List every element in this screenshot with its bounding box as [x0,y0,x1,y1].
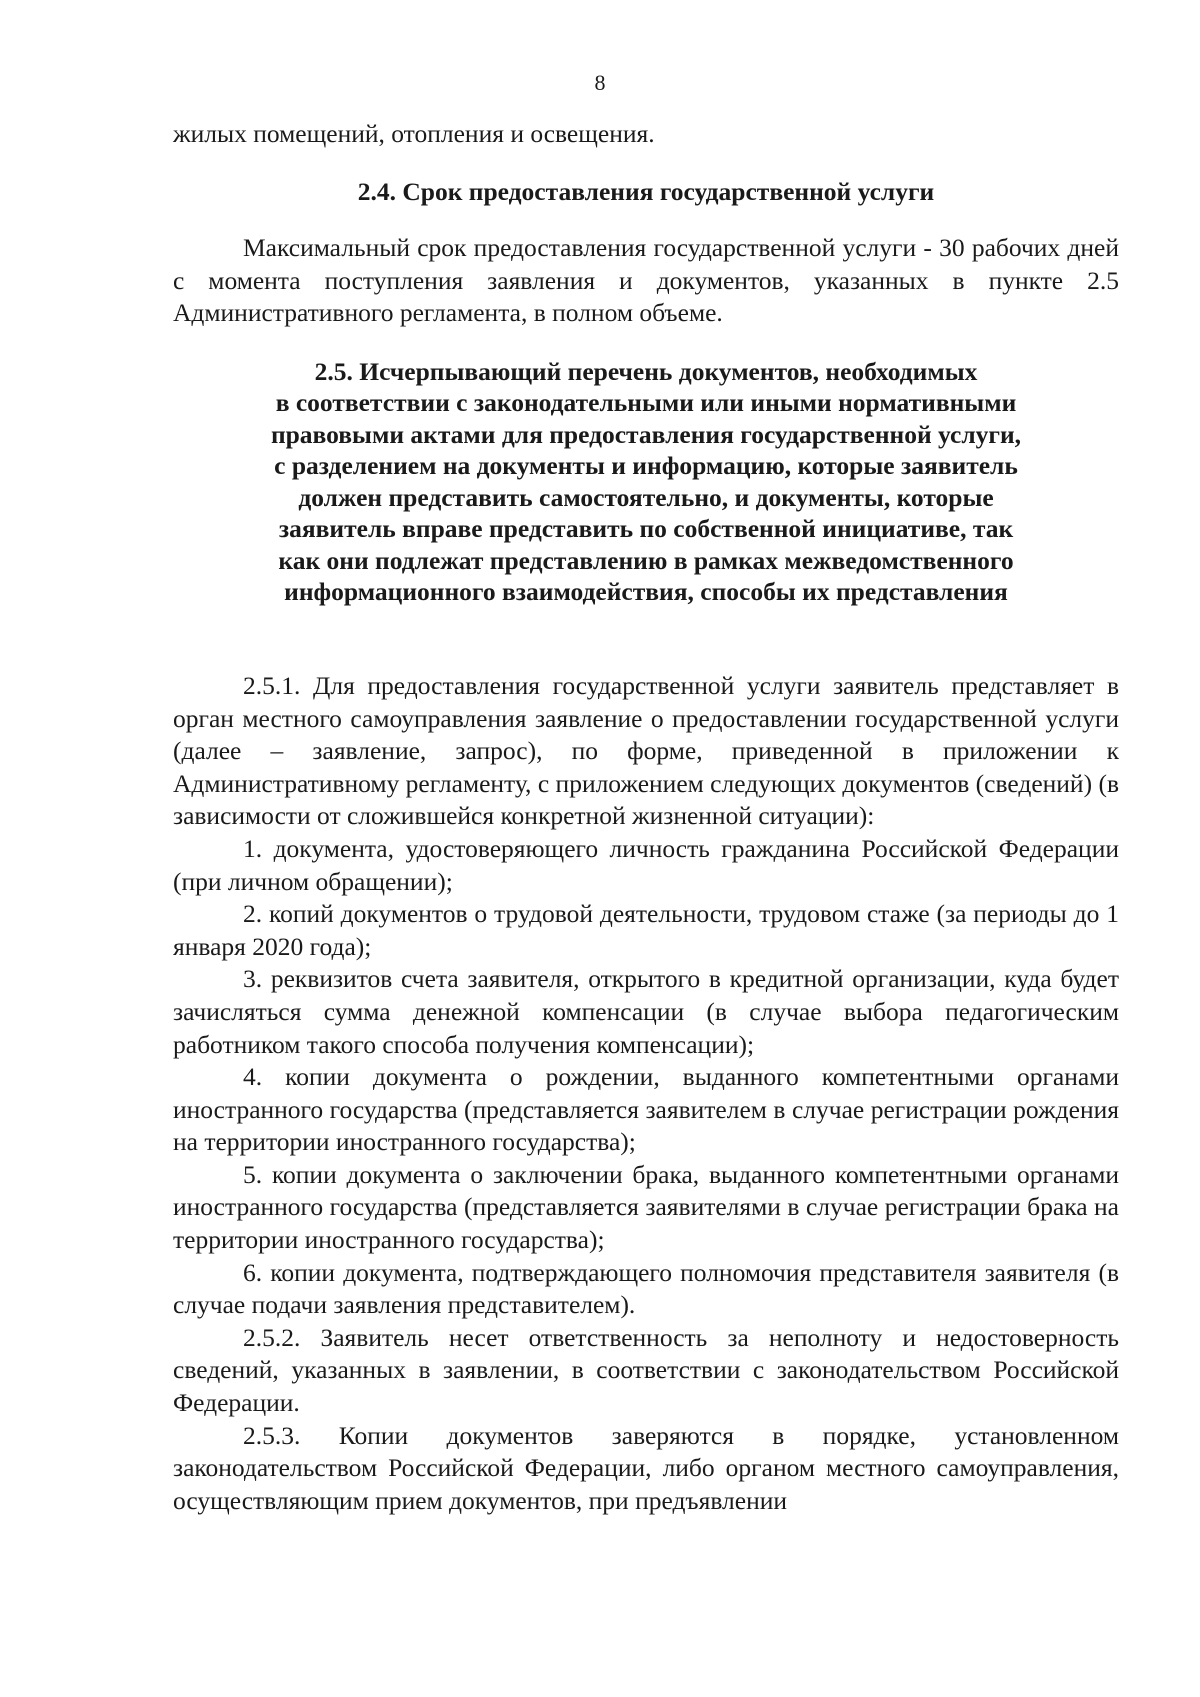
paragraph-2-5-3: 2.5.3. Копии документов заверяются в порядке, установленном законодательством Российской Федерации, либо органом местного самоуправления, осуществляющим прием документов, при предъявлении [173,1420,1119,1515]
section-2-5-heading-line: как они подлежат представлению в рамках межведомственного [278,545,1014,575]
continuation-text: жилых помещений, отопления и освещения. [173,119,655,148]
list-item: 2. копий документов о трудовой деятельности, трудовом стаже (за периоды до 1 января 2020 года); [173,899,1119,961]
list-item: 5. копии документа о заключении брака, выданного компетентными органами иностранного государства (представляется заявителями в случае регистрации брака на территории иностранного государства); [173,1159,1119,1255]
section-2-5-heading-line: должен представить самостоятельно, и документы, которые [298,482,994,512]
page-number: 8 [594,70,606,95]
section-2-4-text: Максимальный срок предоставления государственной услуги - 30 рабочих дней с момента поступления заявления и документов, указанных в пункте 2.5 Административного регламента, в полном объеме. [173,233,1119,328]
section-2-5-heading-line: информационного взаимодействия, способы их представления [284,577,1008,607]
list-item: 6. копии документа, подтверждающего полномочия представителя заявителя (в случае подачи заявления представителем). [173,1257,1119,1320]
section-2-4-heading: 2.4. Срок предоставления государственной услуги [357,176,935,206]
list-item: 1. документа, удостоверяющего личность гражданина Российской Федерации (при личном обращении); [173,833,1119,896]
page-content [173,118,1119,1517]
paragraph-2-5-1: 2.5.1. Для предоставления государственной услуги заявитель представляет в орган местного самоуправления заявление о предоставлении государственной услуги (далее – заявление, запрос), по форме, приведенной в приложении к Административному регламенту, с приложением следующих документов (сведений) (в зависимости от сложившейся конкретной жизненной ситуации): [173,670,1119,831]
section-2-5-heading [173,356,1119,608]
paragraph-2-5-2: 2.5.2. Заявитель несет ответственность за неполноту и недостоверность сведений, указанных в заявлении, в соответствии с законодательством Российской Федерации. [173,1322,1119,1418]
list-item: 4. копии документа о рождении, выданного компетентными органами иностранного государства (представляется заявителем в случае регистрации рождения на территории иностранного государства); [173,1062,1119,1157]
section-2-5-heading-line: с разделением на документы и информацию, которые заявитель [274,451,1018,481]
section-2-5-heading-line: заявитель вправе представить по собственной инициативе, так [278,514,1014,544]
list-item: 3. реквизитов счета заявителя, открытого в кредитной организации, куда будет зачисляться сумма денежной компенсации (в случае выбора педагогическим работником такого способа получения компенсации); [173,964,1119,1059]
section-2-5-heading-line: в соответствии с законодательными или иными нормативными [275,388,1017,418]
section-2-5-heading-line: правовыми актами для предоставления государственной услуги, [270,419,1022,449]
section-2-5-heading-line: 2.5. Исчерпывающий перечень документов, необходимых [314,356,978,386]
